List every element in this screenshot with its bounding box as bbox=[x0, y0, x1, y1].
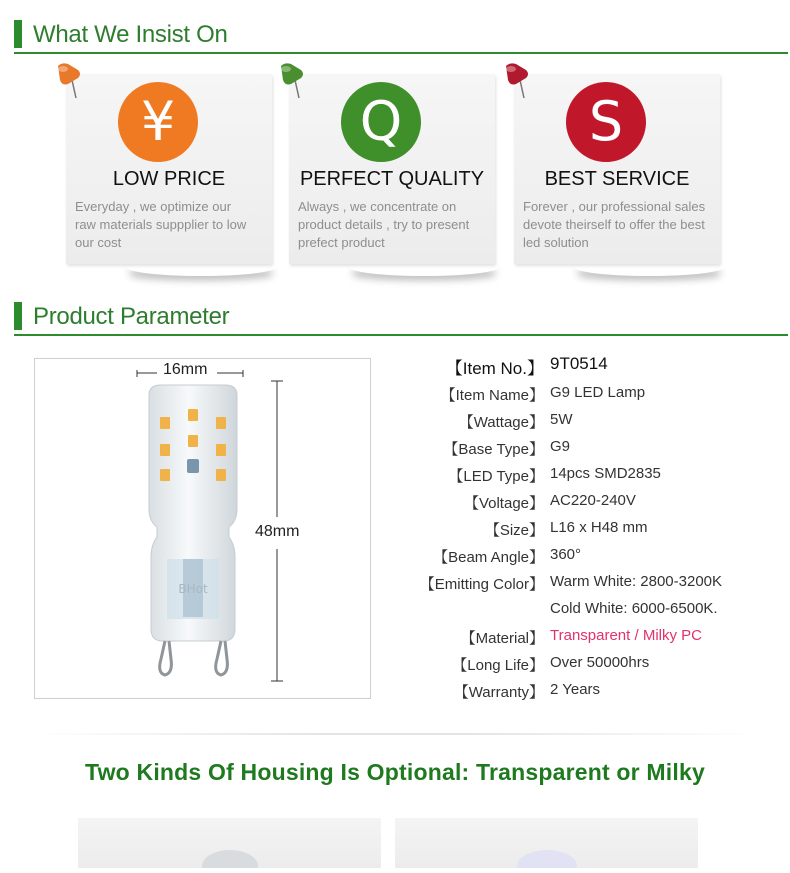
parameter-value: 9T0514 bbox=[550, 354, 608, 373]
parameter-row bbox=[400, 384, 780, 411]
card-description-line: Always , we concentrate on bbox=[298, 199, 457, 214]
section-underline bbox=[14, 52, 788, 54]
milky-housing-panel bbox=[395, 818, 698, 868]
parameter-value: Cold White: 6000-6500K. bbox=[550, 600, 718, 617]
parameter-label: 【Beam Angle】 bbox=[433, 549, 544, 566]
card-description-line: product details , try to present bbox=[298, 217, 470, 232]
parameter-value: Transparent / Milky PC bbox=[550, 627, 702, 644]
parameter-row bbox=[400, 654, 780, 681]
card-description-line: raw materials suppplier to low bbox=[75, 217, 247, 232]
card-title: BEST SERVICE bbox=[544, 168, 690, 190]
parameter-row bbox=[400, 519, 780, 546]
parameter-row bbox=[400, 354, 780, 381]
card-description-line: Forever , our professional sales bbox=[523, 199, 706, 214]
card-symbol: ¥ bbox=[140, 90, 176, 153]
transparent-bulb-top bbox=[78, 818, 381, 868]
card-symbol-circle bbox=[566, 82, 646, 162]
card-description-line: our cost bbox=[75, 235, 122, 250]
card-symbol: Q bbox=[359, 90, 403, 153]
parameter-row bbox=[400, 627, 780, 654]
parameter-value: 14pcs SMD2835 bbox=[550, 465, 661, 482]
card-shadow bbox=[349, 258, 499, 276]
parameter-value: 2 Years bbox=[550, 681, 601, 698]
card-symbol-circle bbox=[341, 82, 421, 162]
parameter-label: 【Item No.】 bbox=[445, 359, 544, 378]
section-divider bbox=[30, 733, 760, 735]
parameter-row bbox=[400, 465, 780, 492]
parameter-row bbox=[400, 600, 780, 627]
pushpin-icon bbox=[500, 60, 536, 100]
parameter-label: 【Material】 bbox=[460, 630, 544, 647]
parameter-row bbox=[400, 573, 780, 600]
parameter-value: AC220-240V bbox=[550, 492, 636, 509]
section-bar bbox=[14, 302, 22, 330]
parameter-row bbox=[400, 546, 780, 573]
parameter-label: 【Item Name】 bbox=[440, 387, 544, 404]
parameter-value: L16 x H48 mm bbox=[550, 519, 648, 536]
section-header-insist bbox=[0, 18, 790, 58]
card-shadow bbox=[126, 258, 276, 276]
parameter-label: 【Base Type】 bbox=[443, 441, 544, 458]
card-description-line: Everyday , we optimize our bbox=[75, 199, 232, 214]
housing-options-title: Two Kinds Of Housing Is Optional: Transparent or Milky bbox=[85, 759, 705, 785]
parameter-value: 5W bbox=[550, 411, 573, 428]
base-emboss-text: BHot bbox=[178, 582, 208, 596]
parameter-label: 【Size】 bbox=[484, 522, 544, 539]
card-description-line: led solution bbox=[523, 235, 589, 250]
section-header-parameter bbox=[0, 300, 790, 340]
pushpin-icon bbox=[275, 60, 311, 100]
card-symbol: S bbox=[588, 90, 624, 153]
parameter-row bbox=[400, 438, 780, 465]
transparent-housing-panel bbox=[78, 818, 381, 868]
height-dimension-label: 48mm bbox=[255, 523, 300, 540]
parameter-value: G9 LED Lamp bbox=[550, 384, 646, 401]
parameter-value: G9 bbox=[550, 438, 571, 455]
parameter-label: 【Voltage】 bbox=[463, 495, 544, 512]
pushpin-icon bbox=[52, 60, 88, 100]
section-bar bbox=[14, 20, 22, 48]
card-title: PERFECT QUALITY bbox=[299, 168, 485, 190]
parameter-value: Over 50000hrs bbox=[550, 654, 650, 671]
milky-bulb-top bbox=[395, 818, 698, 868]
parameter-row bbox=[400, 681, 780, 708]
g9-bulb-illustration bbox=[35, 359, 370, 698]
card-symbol-circle bbox=[118, 82, 198, 162]
parameter-label: 【Wattage】 bbox=[458, 414, 544, 431]
parameter-row bbox=[400, 492, 780, 519]
card-description-line: prefect product bbox=[298, 235, 385, 250]
parameter-label: 【Warranty】 bbox=[453, 684, 544, 701]
parameter-label: 【Emitting Color】 bbox=[419, 576, 544, 593]
card-shadow bbox=[574, 258, 724, 276]
product-photo bbox=[34, 358, 371, 699]
card-description bbox=[298, 198, 469, 252]
card-description-line: devote theirself to offer the best bbox=[523, 217, 705, 232]
parameter-value: Warm White: 2800-3200K bbox=[550, 573, 723, 590]
section-title: What We Insist On bbox=[33, 21, 228, 48]
width-dimension-label: 16mm bbox=[163, 361, 208, 378]
card-description bbox=[523, 198, 705, 252]
parameter-label: 【LED Type】 bbox=[448, 468, 544, 485]
section-title: Product Parameter bbox=[33, 303, 230, 330]
parameter-row bbox=[400, 411, 780, 438]
parameter-value: 360° bbox=[550, 546, 582, 563]
parameter-label: 【Long Life】 bbox=[452, 657, 544, 674]
card-description bbox=[75, 198, 246, 252]
card-title: LOW PRICE bbox=[112, 168, 226, 190]
section-underline bbox=[14, 334, 788, 336]
